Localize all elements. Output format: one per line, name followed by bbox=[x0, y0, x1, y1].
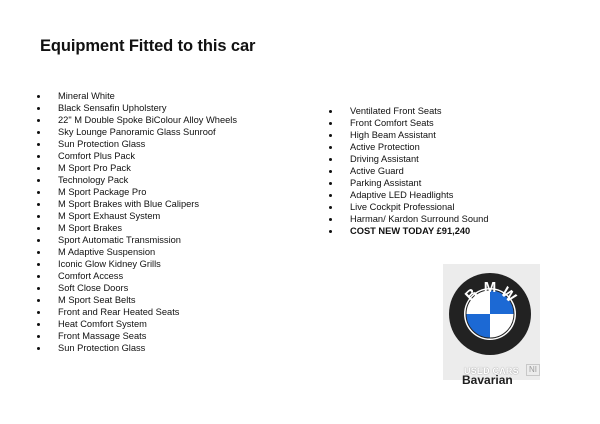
equipment-item: Sport Automatic Transmission bbox=[58, 234, 237, 246]
equipment-item: Technology Pack bbox=[58, 174, 237, 186]
equipment-item: M Sport Pro Pack bbox=[58, 162, 237, 174]
logo-letter-w: W bbox=[497, 283, 520, 306]
equipment-item: COST NEW TODAY £91,240 bbox=[350, 225, 489, 237]
equipment-item: M Sport Brakes bbox=[58, 222, 237, 234]
equipment-item: Active Guard bbox=[350, 165, 489, 177]
equipment-item: Front Massage Seats bbox=[58, 330, 237, 342]
equipment-item: Adaptive LED Headlights bbox=[350, 189, 489, 201]
equipment-item: Parking Assistant bbox=[350, 177, 489, 189]
equipment-item: Iconic Glow Kidney Grills bbox=[58, 258, 237, 270]
equipment-item: Front Comfort Seats bbox=[350, 117, 489, 129]
logo-bavarian: Bavarian bbox=[462, 373, 513, 387]
equipment-item: Active Protection bbox=[350, 141, 489, 153]
equipment-item: Driving Assistant bbox=[350, 153, 489, 165]
equipment-list-right bbox=[350, 105, 489, 237]
equipment-list-left bbox=[58, 90, 237, 354]
equipment-item: Sun Protection Glass bbox=[58, 342, 237, 354]
equipment-item: Comfort Plus Pack bbox=[58, 150, 237, 162]
equipment-item: Harman/ Kardon Surround Sound bbox=[350, 214, 489, 224]
equipment-item: M Sport Package Pro bbox=[58, 186, 237, 198]
logo-used-cars: USED CARS bbox=[464, 366, 519, 376]
logo-letter-b: B bbox=[461, 285, 482, 305]
equipment-item: Heat Comfort System bbox=[58, 318, 237, 330]
equipment-item: Black Sensafin Upholstery bbox=[58, 102, 237, 114]
equipment-item: Mineral White bbox=[58, 90, 237, 102]
equipment-item: Soft Close Doors bbox=[58, 282, 237, 294]
bmw-logo bbox=[443, 264, 540, 380]
equipment-item: 22" M Double Spoke BiColour Alloy Wheels bbox=[58, 115, 237, 125]
logo-letter-m: M bbox=[483, 279, 497, 296]
equipment-item: Sky Lounge Panoramic Glass Sunroof bbox=[58, 126, 237, 138]
equipment-item: High Beam Assistant bbox=[350, 129, 489, 141]
equipment-item: M Sport Seat Belts bbox=[58, 294, 237, 306]
ni-badge: NI bbox=[526, 364, 540, 376]
equipment-item: Comfort Access bbox=[58, 270, 237, 282]
equipment-item: Front and Rear Heated Seats bbox=[58, 306, 237, 318]
equipment-item: Ventilated Front Seats bbox=[350, 105, 489, 117]
equipment-item: Sun Protection Glass bbox=[58, 138, 237, 150]
equipment-item: M Sport Exhaust System bbox=[58, 210, 237, 222]
equipment-item: Live Cockpit Professional bbox=[350, 201, 489, 213]
page-title: Equipment Fitted to this car bbox=[40, 37, 256, 55]
equipment-item: M Sport Brakes with Blue Calipers bbox=[58, 198, 237, 210]
equipment-item: M Adaptive Suspension bbox=[58, 246, 237, 258]
